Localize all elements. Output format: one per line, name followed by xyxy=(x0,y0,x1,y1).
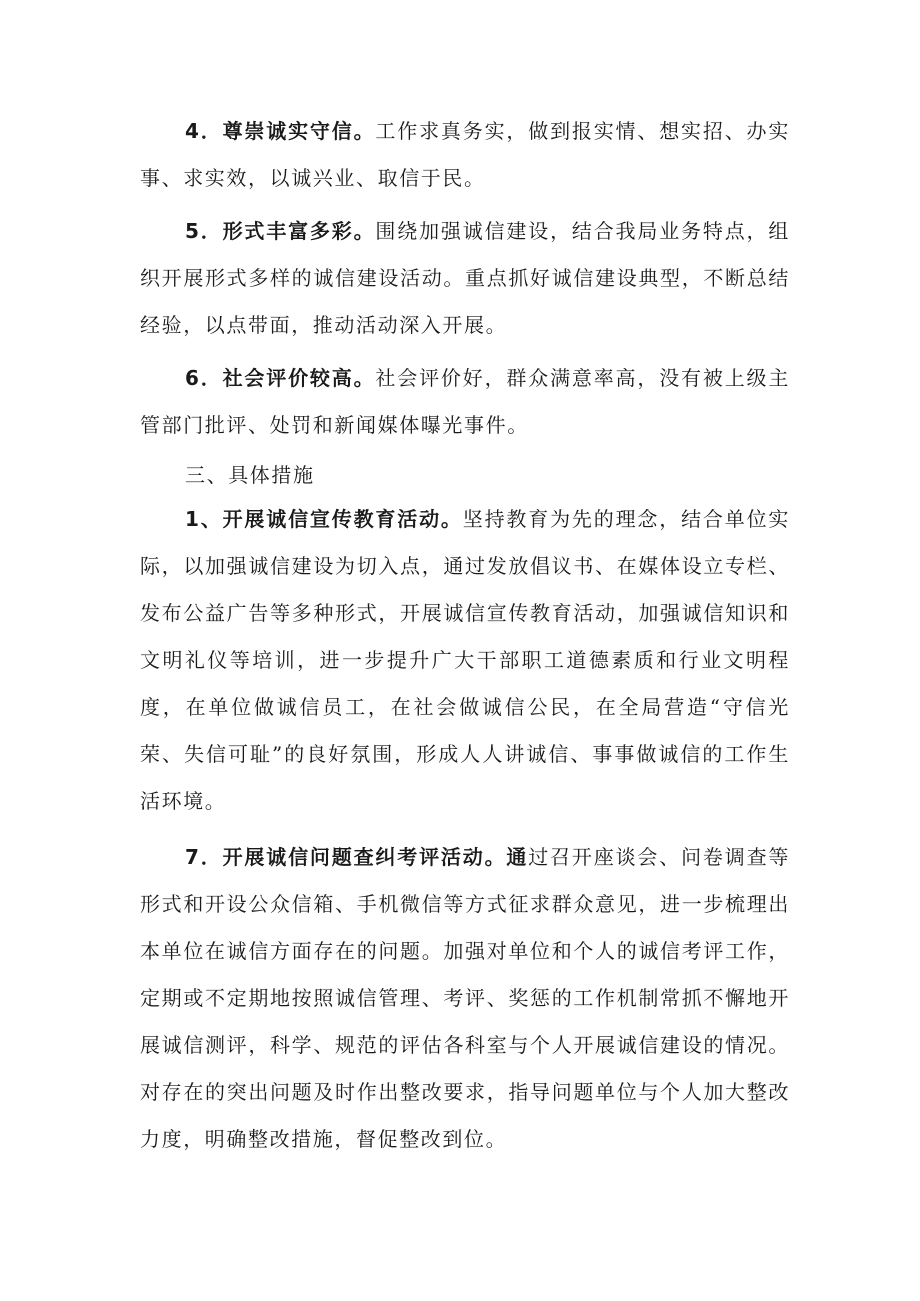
paragraph-5 xyxy=(140,208,790,349)
paragraph-6-lead: 6．社会评价较高。 xyxy=(185,366,376,390)
measure-1-lead: 1、开展诚信宣传教育活动。 xyxy=(185,507,463,531)
paragraph-4-lead: 4．尊崇诚实守信。 xyxy=(185,119,376,143)
measure-7-text: 过召开座谈会、问卷调查等形式和开设公众信箱、手机微信等方式征求群众意见，进一步梳理出本单位在诚信方面存在的问题。加强对单位和个人的诚信考评工作，定期或不定期地按照诚信管理、考评、奖惩的工作机制常抓不懈地开展诚信测评，科学、规范的评估各科室与个人开展诚信建设的情况。对存在的突出问题及时作出整改要求，指导问题单位与个人加大整改力度，明确整改措施，督促整改到位。 xyxy=(140,845,791,1151)
paragraph-6 xyxy=(140,355,790,449)
paragraph-6-text: 社会评价好，群众满意率高，没有被上级主管部门批评、处罚和新闻媒体曝光事件。 xyxy=(140,366,790,437)
section-heading: 三、具体措施 xyxy=(185,463,315,487)
paragraph-4-text: 工作求真务实，做到报实情、想实招、办实事、求实效，以诚兴业、取信于民。 xyxy=(140,119,790,190)
measure-1 xyxy=(140,496,790,825)
measure-1-text: 坚持教育为先的理念，结合单位实际，以加强诚信建设为切入点，通过发放倡议书、在媒体设立专栏、发布公益广告等多种形式，开展诚信宣传教育活动，加强诚信知识和文明礼仪等培训，进一步提升广大干部职工道德素质和行业文明程度，在单位做诚信员工，在社会做诚信公民，在全局营造“守信光荣、失信可耻”的良好氛围，形成人人讲诚信、事事做诚信的工作生活环境。 xyxy=(140,507,791,813)
measure-7-lead: 7．开展诚信问题查纠考评活动。通 xyxy=(185,845,529,869)
measure-7 xyxy=(140,834,790,1163)
paragraph-4 xyxy=(140,108,790,202)
paragraph-5-text: 围绕加强诚信建设，结合我局业务特点，组织开展形式多样的诚信建设活动。重点抓好诚信建设典型，不断总结经验，以点带面，推动活动深入开展。 xyxy=(140,219,790,337)
paragraph-5-lead: 5．形式丰富多彩。 xyxy=(185,219,376,243)
